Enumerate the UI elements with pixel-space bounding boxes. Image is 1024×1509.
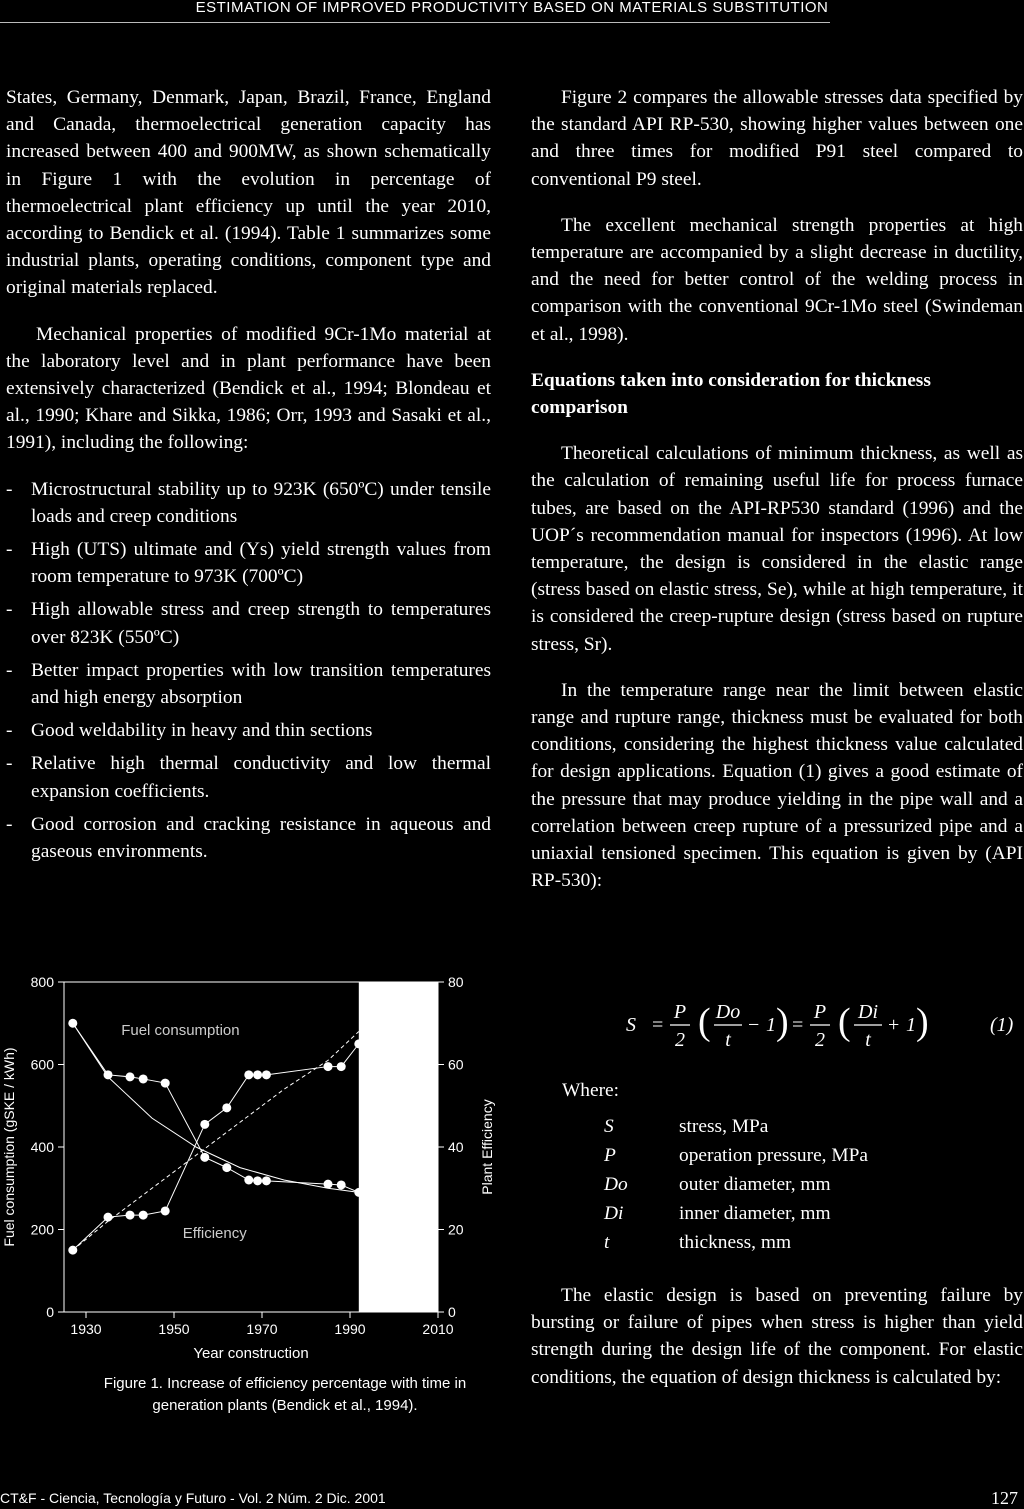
variable-symbol: P <box>604 1145 616 1166</box>
data-point <box>200 1153 209 1162</box>
eq-Di: Di <box>858 1001 878 1023</box>
variable-description: operation pressure, MPa <box>679 1145 869 1166</box>
data-point <box>354 1188 363 1197</box>
data-point <box>222 1163 231 1172</box>
variable-description: outer diameter, mm <box>679 1174 831 1195</box>
data-point <box>126 1211 135 1220</box>
y-left-tick-label: 0 <box>46 1304 54 1320</box>
variable-row <box>604 1141 868 1170</box>
caption-line-1: Figure 1. Increase of efficiency percentage with time in <box>103 1375 467 1392</box>
data-point <box>139 1211 148 1220</box>
left-paragraph-2: Mechanical properties of modified 9Cr-1Mo material at the laboratory level and in plant performance have been extensively characterized (Bendick et al., 1994; Blondeau et al., 1990; Khare and Sikka, 1986; Orr, 1993 and Sasaki et al., 1991), including the following: <box>6 323 491 454</box>
data-point <box>337 1180 346 1189</box>
page-footer <box>0 1488 1024 1508</box>
data-point <box>244 1176 253 1185</box>
eq-one: 1 <box>906 1014 916 1036</box>
property-list <box>6 476 491 866</box>
eq-paren: ) <box>776 1001 789 1043</box>
variable-description: inner diameter, mm <box>679 1203 831 1224</box>
x-axis-label: Year construction <box>193 1345 309 1362</box>
y-right-tick-label: 0 <box>448 1304 456 1320</box>
projection-region <box>359 982 438 1312</box>
equation-svg <box>580 974 1020 1074</box>
x-tick-label: 2010 <box>422 1321 454 1337</box>
x-tick-label: 1950 <box>158 1321 190 1337</box>
variable-row <box>604 1228 868 1257</box>
data-point <box>139 1074 148 1083</box>
list-item: - Relative high thermal conductivity and low thermal expansion coefficients. <box>6 750 491 804</box>
efficiency-chart <box>0 960 500 1370</box>
data-point <box>68 1019 77 1028</box>
data-point <box>337 1062 346 1071</box>
series-label-fuel: Fuel consumption <box>121 1021 240 1039</box>
data-point <box>68 1246 77 1255</box>
variable-row <box>604 1199 868 1228</box>
eq-equals: = <box>652 1014 664 1036</box>
data-point <box>126 1072 135 1081</box>
eq-t: t <box>725 1029 731 1051</box>
eq-minus: − <box>748 1014 760 1036</box>
eq-paren: ( <box>838 1001 851 1043</box>
right-column-bottom <box>531 1282 1023 1410</box>
y-left-tick-label: 200 <box>30 1221 54 1238</box>
variable-symbol: Do <box>604 1174 628 1195</box>
data-point <box>354 1039 363 1048</box>
y-right-tick-label: 20 <box>448 1221 464 1238</box>
right-column <box>531 84 1023 913</box>
eq-S: S <box>626 1014 636 1036</box>
eq-t: t <box>865 1029 871 1051</box>
variable-symbol: t <box>604 1232 610 1253</box>
journal-reference: CT&F - Ciencia, Tecnología y Futuro - Vol. 2 Núm. 2 Dic. 2001 <box>0 1490 386 1506</box>
variable-symbol: S <box>604 1116 614 1137</box>
eq-Do: Do <box>715 1001 741 1023</box>
eq-equals: = <box>792 1014 804 1036</box>
eq-two: 2 <box>675 1029 685 1051</box>
eq-paren: ) <box>916 1001 929 1043</box>
data-point <box>104 1070 113 1079</box>
y-left-axis-label: Fuel consumption (gSKE / kWh) <box>1 1047 17 1247</box>
data-point <box>161 1079 170 1088</box>
x-tick-label: 1990 <box>334 1321 366 1337</box>
equation-number: (1) <box>990 1014 1014 1036</box>
data-point <box>253 1070 262 1079</box>
y-left-tick-label: 800 <box>30 974 54 990</box>
page-number: 127 <box>991 1488 1018 1508</box>
right-paragraph-2: The excellent mechanical strength properties at high temperature are accompanied by a slight decrease in ductility, and the need for better control of the welding process in comparison with the conventional 9Cr-1Mo steel (Swindeman et al., 1998). <box>531 214 1023 345</box>
running-header <box>0 0 1024 22</box>
right-paragraph-3: Theoretical calculations of minimum thickness, as well as the calculation of remaining useful life for process furnace tubes, are based on the API-RP530 standard (1996) and the UOP´s recommendation manual for inspectors (1996). At low temperature, the design is considered in the elastic range (stress based on elastic stress, Se), while at high temperature, it is considered the creep-rupture design (stress based on rupture stress, Sr). <box>531 443 1023 655</box>
data-point <box>324 1062 333 1071</box>
list-item: - Better impact properties with low transition temperatures and high energy absorption <box>6 657 491 711</box>
eq-paren: ( <box>698 1001 711 1043</box>
where-label: Where: <box>562 1080 620 1101</box>
data-point <box>253 1176 262 1185</box>
y-left-tick-label: 600 <box>30 1056 54 1073</box>
list-item: - High (UTS) ultimate and (Ys) yield strength values from room temperature to 973K (700ºC) <box>6 536 491 590</box>
data-point <box>262 1176 271 1185</box>
data-point <box>244 1070 253 1079</box>
eq-P: P <box>673 1001 687 1023</box>
section-heading: Equations taken into consideration for thickness comparison <box>531 369 931 419</box>
data-point <box>324 1180 333 1189</box>
figure-caption <box>70 1373 500 1417</box>
y-right-tick-label: 40 <box>448 1139 464 1155</box>
running-title: ESTIMATION OF IMPROVED PRODUCTIVITY BASED ON MATERIALS SUBSTITUTION <box>195 0 829 16</box>
right-paragraph-4: In the temperature range near the limit between elastic range and rupture range, thickness must be evaluated for both conditions, considering the highest thickness value calculated for design applications. Equation (1) gives a good estimate of the pressure that may produce yielding in the pipe wall and a correlation between creep rupture of a pressurized pipe and a uniaxial tensioned specimen. This equation is given by (API RP-530): <box>531 679 1023 892</box>
right-paragraph-1: Figure 2 compares the allowable stresses data specified by the standard API RP-530, showing higher values between one and three times for modified P91 steel compared to conventional P9 steel. <box>531 87 1023 190</box>
variable-row <box>604 1112 868 1141</box>
left-column <box>6 84 491 871</box>
x-tick-label: 1970 <box>246 1321 278 1337</box>
y-right-axis-label: Plant Efficiency <box>479 1099 495 1195</box>
y-left-tick-label: 400 <box>30 1139 54 1155</box>
equation-1 <box>580 974 1020 1074</box>
data-point <box>262 1070 271 1079</box>
right-paragraph-5: The elastic design is based on preventing failure by bursting or failure of pipes when stress is higher than yield strength during the design life of the component. For elastic conditions, the equation of design thickness is calculated by: <box>531 1285 1023 1388</box>
y-right-tick-label: 80 <box>448 974 464 990</box>
data-point <box>222 1103 231 1112</box>
eq-one: 1 <box>766 1014 776 1036</box>
variable-description: stress, MPa <box>679 1116 769 1137</box>
list-item: - Good weldability in heavy and thin sections <box>6 717 491 744</box>
y-right-tick-label: 60 <box>448 1056 464 1073</box>
list-item: - Microstructural stability up to 923K (650ºC) under tensile loads and creep conditions <box>6 476 491 530</box>
variable-symbol: Di <box>604 1203 624 1224</box>
header-rule <box>0 22 830 23</box>
x-tick-label: 1930 <box>70 1321 102 1337</box>
eq-P: P <box>813 1001 827 1023</box>
data-point <box>200 1120 209 1129</box>
figure-1 <box>0 960 500 1420</box>
series-label-efficiency: Efficiency <box>182 1224 247 1242</box>
variable-list <box>604 1112 868 1257</box>
data-point <box>161 1206 170 1215</box>
caption-line-2: generation plants (Bendick et al., 1994). <box>152 1397 418 1414</box>
list-item: - High allowable stress and creep strength to temperatures over 823K (550ºC) <box>6 596 491 650</box>
variable-description: thickness, mm <box>679 1232 792 1253</box>
eq-plus: + <box>888 1014 900 1036</box>
variable-row <box>604 1170 868 1199</box>
eq-two: 2 <box>815 1029 825 1051</box>
list-item: - Good corrosion and cracking resistance in aqueous and gaseous environments. <box>6 811 491 865</box>
left-paragraph-1: States, Germany, Denmark, Japan, Brazil, France, England and Canada, thermoelectrical generation capacity has increased between 400 and 900MW, as shown schematically in Figure 1 with the evolution in percentage of thermoelectrical plant efficiency up until the year 2010, according to Bendick et al. (1994). Table 1 summarizes some industrial plants, operating conditions, component type and original materials replaced. <box>6 87 491 299</box>
data-point <box>104 1213 113 1222</box>
